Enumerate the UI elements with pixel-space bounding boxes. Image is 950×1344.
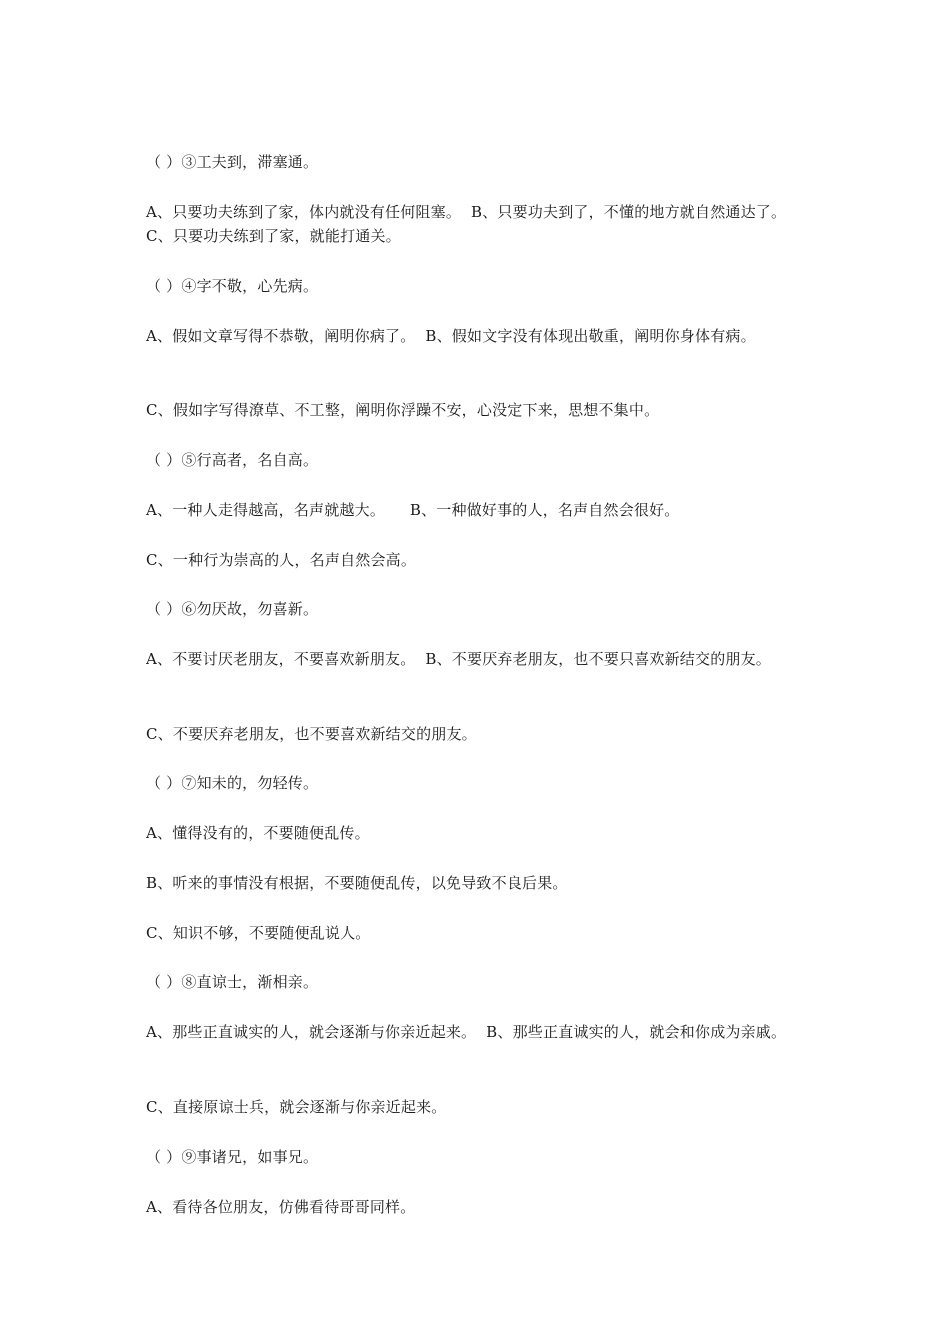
question-8-options-ab: A、那些正直诚实的人，就会逐渐与你亲近起来。 B、那些正直诚实的人，就会和你成为亲戚。 <box>146 1023 787 1041</box>
question-3-options: A、只要功夫练到了家，体内就没有任何阻塞。 B、只要功夫到了，不懂的地方就自然通达了。C、只要功夫练到了家，就能打通关。 <box>146 203 787 245</box>
question-6-options-ab: A、不要讨厌老朋友，不要喜欢新朋友。 B、不要厌弃老朋友，也不要只喜欢新结交的朋友。 <box>146 650 771 668</box>
question-4: （ ）④字不敬，心先病。 <box>146 277 319 295</box>
question-5-option-c: C、一种行为崇高的人，名声自然会高。 <box>146 551 417 569</box>
question-6-option-c: C、不要厌弃老朋友，也不要喜欢新结交的朋友。 <box>146 725 477 743</box>
question-7: （ ）⑦知未的，勿轻传。 <box>146 774 319 792</box>
question-7-option-b: B、听来的事情没有根据，不要随便乱传，以免导致不良后果。 <box>146 874 568 892</box>
question-5: （ ）⑤行高者，名自高。 <box>146 451 319 469</box>
question-3: （ ）③工夫到，滞塞通。 <box>146 153 319 171</box>
question-6: （ ）⑥勿厌故，勿喜新。 <box>146 600 319 618</box>
question-4-options-ab: A、假如文章写得不恭敬，阐明你病了。 B、假如文字没有体现出敬重，阐明你身体有病。 <box>146 327 756 345</box>
question-4-option-c: C、假如字写得潦草、不工整，阐明你浮躁不安，心没定下来，思想不集中。 <box>146 401 660 419</box>
question-9-option-a: A、看待各位朋友，仿佛看待哥哥同样。 <box>146 1198 416 1216</box>
question-7-option-a: A、懂得没有的，不要随便乱传。 <box>146 824 370 842</box>
question-9: （ ）⑨事诸兄，如事兄。 <box>146 1148 319 1166</box>
question-7-option-c: C、知识不够，不要随便乱说人。 <box>146 924 371 942</box>
question-5-options-ab: A、一种人走得越高，名声就越大。 B、一种做好事的人，名声自然会很好。 <box>146 501 680 519</box>
question-8-option-c: C、直接原谅士兵，就会逐渐与你亲近起来。 <box>146 1098 447 1116</box>
question-8: （ ）⑧直谅士，渐相亲。 <box>146 973 319 991</box>
